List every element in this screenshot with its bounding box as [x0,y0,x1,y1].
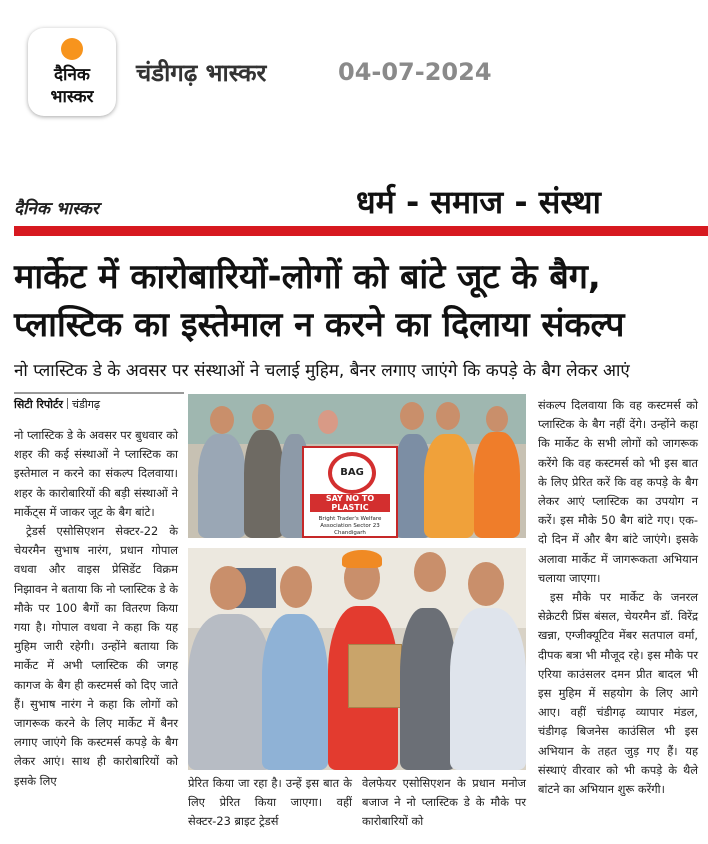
deck: नो प्लास्टिक डे के अवसर पर संस्थाओं ने चलाई मुहिम, बैनर लगाए जाएंगे कि कपड़े के बैग लेकर आएं [14,361,630,381]
person [474,432,520,538]
edition-date: 04-07-2024 [338,58,492,86]
turban [342,550,382,568]
person [198,434,246,538]
logo-line1: दैनिक [54,65,90,85]
person [262,614,328,770]
article-column-2: प्रेरित किया जा रहा है। उन्हें इस बात के लिए प्रेरित किया जाएगा। वहीं सेक्टर-23 ब्राइट ट्रेडर्स [188,776,352,829]
no-bag-icon: BAG [328,452,376,494]
paragraph: संकल्प दिलवाया कि वह कस्टमर्स को प्लास्टिक के बैग नहीं देंगे। उन्होंने कहा कि मार्केट के सभी लोगों को जागरूक करेंगे कि वह कस्टमर्स को भी इस बात के लिए प्रेरित करें कि वह कपड़े के बैग लेकर आएं प्लास्टिक का उपयोग न करें। इस मौके 50 बैग बांटे गए। एक-दो दिन में और बैग बांटे जाएंगे। इसके अलावा मार्केट में जागरूकता अभियान चलाया जाएगा। [538,398,698,585]
person-head [252,404,274,430]
person [188,614,272,770]
section-divider [14,226,708,236]
headline-line2: प्लास्टिक का इस्तेमाल न करने का दिलाया संकल्प [14,305,625,345]
person-head [486,406,508,432]
photo-bag-distribution-group [188,394,526,538]
byline-place: चंडीगढ़ [72,398,101,411]
paragraph: इस मौके पर मार्केट के जनरल सेक्रेटरी प्रिंस बंसल, चेयरमैन डॉ. विरेंद्र खन्ना, एग्जीक्यूटिव मेंबर सतपाल वर्मा, दीपक बत्रा भी मौजूद रहे। इस मौके पर एरिया काउंसलर दमन प्रीत बादल भी इस मुहिम में सहयोग के लिए आगे आए। वहीं चंडीगढ़ व्यापार मंडल, चंडीगढ़ बिजनेस काउंसिल भी इस अभियान के तहत जुड़ गए हैं। यह संस्थाएं वीरवार को भी कपड़े के थैले बांटने का अभियान शुरू करेंगी। [538,590,698,797]
person-head [210,406,234,434]
byline-separator [67,398,68,409]
logo-line2: भास्कर [50,87,94,107]
person [244,430,284,538]
person-head [400,402,424,430]
paragraph: ट्रेडर्स एसोसिएशन सेक्टर-22 के चेयरमैन सुभाष नारंग, प्रधान गोपाल वधवा और वाइस प्रेसिडेंट विक्रम निझावन ने बताया कि नो प्लास्टिक डे के मौके पर 100 बैगों का वितरण किया गया है। गोपाल वधवा ने कहा कि यह मुहिम जारी रहेगी। उन्होंने बताया कि मार्केट में अभी प्लास्टिक की जगह कागज के बैग ही कस्टमर्स को दिए जाते हैं। सुभाष नारंग ने कहा कि लोगों को जागरूक करने के लिए मार्केट में बैनर लगाए जाएंगे कि कस्टमर्स कपड़े के बैग लेकर आएं। साथ ही कारोबारियों को इसके लिए [14,524,178,788]
article-column-4 [538,396,698,799]
photo-background [188,394,526,444]
banner-org: Bright Trader's Welfare Association Sector 23 Chandigarh [318,516,382,536]
person-head [414,552,446,592]
byline-reporter: सिटी रिपोर्टर [14,398,63,411]
person-head [318,410,338,434]
section-title: धर्म - समाज - संस्था [356,183,601,221]
banner-slogan: SAY NO TO PLASTIC [310,494,390,512]
headline-line1: मार्केट में कारोबारियों-लोगों को बांटे जूट के बैग, [14,257,601,297]
article-column-1 [14,426,178,791]
no-plastic-banner [302,446,398,538]
person-head [436,402,460,430]
jute-bag [348,644,402,708]
dainik-bhaskar-logo [28,28,116,116]
paper-name: चंडीगढ़ भास्कर [136,59,267,87]
person-head [210,566,246,610]
photo-jute-bag-handover [188,548,526,770]
person [450,608,526,770]
byline [14,392,184,417]
person [424,434,474,538]
person-head [468,562,504,606]
article-column-3: वेलफेयर एसोसिएशन के प्रधान मनोज बजाज ने नो प्लास्टिक डे के मौके पर कारोबारियों को [362,776,526,829]
strip-brand: दैनिक भास्कर [14,199,99,219]
paragraph: नो प्लास्टिक डे के अवसर पर बुधवार को शहर की कई संस्थाओं ने प्लास्टिक का इस्तेमाल न करने का संकल्प दिलवाया। शहर के कारोबारियों की बड़ी संस्थाओं ने मार्केट्स में जाकर जूट के बैग बांटे। [14,428,178,519]
person [400,608,456,770]
person-head [280,566,312,608]
sun-icon [61,38,83,60]
